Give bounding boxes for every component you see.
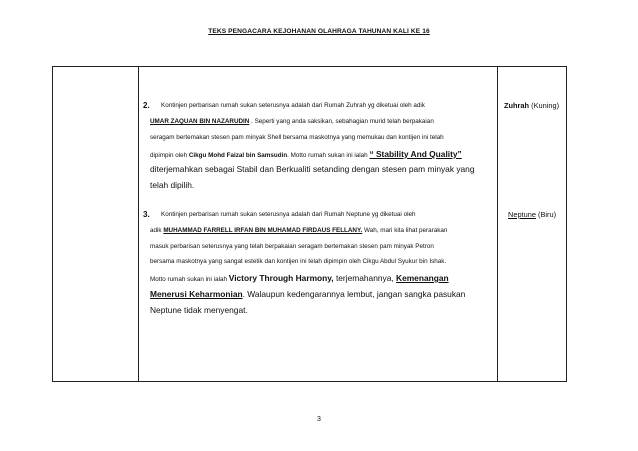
leader-name: MUHAMMAD FARRELL IRFAN BIN MUHAMAD FIRDAUS FELLANY. (163, 227, 363, 234)
paragraph-line: Neptune tidak menyengat. (150, 305, 248, 315)
page-title: TEKS PENGACARA KEJOHANAN OLAHRAGA TAHUNAN KALI KE 16 (208, 28, 430, 35)
paragraph-line: diterjemahkan sebagai Stabil dan Berkualiti setanding dengan stesen pam minyak yang (150, 164, 475, 174)
item-number: 3. (143, 210, 150, 219)
house-label: Zuhrah (Kuning) (504, 101, 560, 110)
paragraph-line: seragam bertemakan stesen pam minyak Shell bersama maskotnya yang memukau dan kontijen ini telah (150, 134, 444, 141)
motto-translation: Kemenangan (396, 273, 449, 283)
page-number: 3 (317, 416, 321, 423)
motto: “ Stability And Quality” (369, 149, 462, 159)
teacher-name: Cikgu Mohd Faizal bin Samsudin (188, 152, 288, 159)
item-number: 2. (143, 101, 150, 110)
paragraph-line: Kontinjen perbarisan rumah sukan seterusnya adalah dari Rumah Zuhrah yg diketuai oleh adik (161, 102, 425, 109)
paragraph-line: dipimpin oleh Cikgu Mohd Faizal bin Samsudin. Motto rumah sukan ini ialah “ Stability And Quality” (150, 149, 462, 159)
column-divider (497, 67, 498, 381)
paragraph-line: Kontinjen perbarisan rumah sukan seterusnya adalah dari Rumah Neptune yg diketuai oleh (161, 211, 416, 218)
house-label: Neptune (Biru) (508, 210, 557, 219)
paragraph-line: Menerusi Keharmonian. Walaupun kedengarannya lembut, jangan sangka pasukan (150, 289, 466, 299)
paragraph-line: adik MUHAMMAD FARRELL IRFAN BIN MUHAMAD FIRDAUS FELLANY. Wah, mari kita lihat perarakan (150, 227, 448, 234)
paragraph-line: masuk perbarisan seterusnya yang telah berpakaian seragam bertemakan stesen pam minyak Petron (150, 243, 434, 250)
paragraph-line: Motto rumah sukan ini ialah Victory Through Harmony, terjemahannya, Kemenangan (150, 273, 449, 283)
motto-translation: Menerusi Keharmonian (150, 289, 243, 299)
leader-name: UMAR ZAQUAN BIN NAZARUDIN (150, 118, 250, 125)
paragraph-line: UMAR ZAQUAN BIN NAZARUDIN . Seperti yang anda saksikan, sebahagian murid telah berpakaian (150, 118, 434, 125)
motto: Victory Through Harmony, (228, 273, 334, 283)
paragraph-line: telah dipilih. (150, 180, 195, 190)
column-divider (138, 67, 139, 381)
paragraph-line: bersama maskotnya yang sangat estetik dan kontijen ini telah dipimpin oleh Cikgu Abdul Syukur bin Ishak. (150, 258, 447, 265)
script-table (52, 66, 567, 382)
